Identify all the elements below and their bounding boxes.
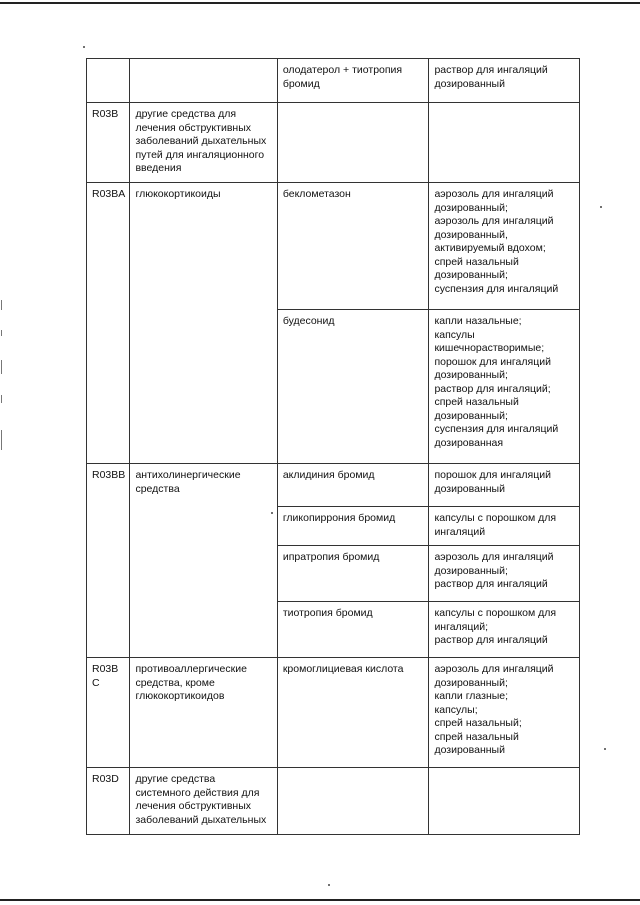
atc-code-cell bbox=[87, 59, 130, 103]
bottom-border-line bbox=[0, 899, 640, 901]
pharmacological-group-cell bbox=[130, 59, 277, 103]
dosage-form-cell: аэрозоль для ингаляций дозированный; раствор для ингаляций bbox=[429, 546, 580, 602]
scan-mark bbox=[1, 395, 2, 403]
drug-name-cell bbox=[277, 103, 429, 183]
pharmacological-group-cell: противоаллергические средства, кроме глюкокортикоидов bbox=[130, 658, 277, 768]
scan-speck bbox=[83, 46, 85, 48]
table-row bbox=[87, 658, 580, 768]
table-row bbox=[87, 183, 580, 310]
drug-classification-table bbox=[86, 58, 580, 835]
table-row bbox=[87, 103, 580, 183]
drug-name-cell: олодатерол + тиотропия бромид bbox=[277, 59, 429, 103]
dosage-form-cell: раствор для ингаляций дозированный bbox=[429, 59, 580, 103]
dosage-form-cell: капсулы с порошком для ингаляций bbox=[429, 507, 580, 546]
pharmacological-group-cell: глюкокортикоиды bbox=[130, 183, 277, 464]
table-row bbox=[87, 59, 580, 103]
scan-speck bbox=[600, 206, 602, 208]
drug-name-cell: ипратропия бромид bbox=[277, 546, 429, 602]
atc-code-cell: R03B bbox=[87, 103, 130, 183]
dosage-form-cell: капсулы с порошком для ингаляций; раствор для ингаляций bbox=[429, 602, 580, 658]
atc-code-cell: R03D bbox=[87, 768, 130, 835]
pharmacological-group-cell: другие средства для лечения обструктивных заболеваний дыхательных путей для ингаляционного введения bbox=[130, 103, 277, 183]
scan-mark bbox=[1, 330, 2, 336]
scan-speck bbox=[604, 748, 606, 750]
scan-speck bbox=[328, 884, 330, 886]
dosage-form-cell bbox=[429, 768, 580, 835]
pharmacological-group-cell: антихолинергические средства bbox=[130, 464, 277, 658]
drug-name-cell bbox=[277, 768, 429, 835]
drug-name-cell: беклометазон bbox=[277, 183, 429, 310]
drug-name-cell: гликопиррония бромид bbox=[277, 507, 429, 546]
dosage-form-cell bbox=[429, 103, 580, 183]
dosage-form-cell: аэрозоль для ингаляций дозированный; капли глазные; капсулы; спрей назальный; спрей назальный дозированный bbox=[429, 658, 580, 768]
atc-code-cell: R03BA bbox=[87, 183, 130, 464]
scan-mark bbox=[1, 360, 2, 374]
scan-mark bbox=[1, 430, 2, 450]
drug-name-cell: тиотропия бромид bbox=[277, 602, 429, 658]
drug-name-cell: аклидиния бромид bbox=[277, 464, 429, 507]
drug-name-cell: кромоглициевая кислота bbox=[277, 658, 429, 768]
table-row bbox=[87, 464, 580, 507]
top-border-line bbox=[0, 2, 640, 4]
dosage-form-cell: капли назальные; капсулы кишечнорастворимые; порошок для ингаляций дозированный; раствор для ингаляций; спрей назальный дозированный; суспензия для ингаляций дозированная bbox=[429, 310, 580, 464]
dosage-form-cell: порошок для ингаляций дозированный bbox=[429, 464, 580, 507]
pharmacological-group-cell: другие средства системного действия для лечения обструктивных заболеваний дыхательных bbox=[130, 768, 277, 835]
atc-code-cell: R03BB bbox=[87, 464, 130, 658]
atc-code-cell: R03BC bbox=[87, 658, 130, 768]
table-row bbox=[87, 768, 580, 835]
scan-mark bbox=[1, 300, 2, 310]
drug-name-cell: будесонид bbox=[277, 310, 429, 464]
dosage-form-cell: аэрозоль для ингаляций дозированный; аэрозоль для ингаляций дозированный, активируемый вдохом; спрей назальный дозированный; суспензия для ингаляций bbox=[429, 183, 580, 310]
